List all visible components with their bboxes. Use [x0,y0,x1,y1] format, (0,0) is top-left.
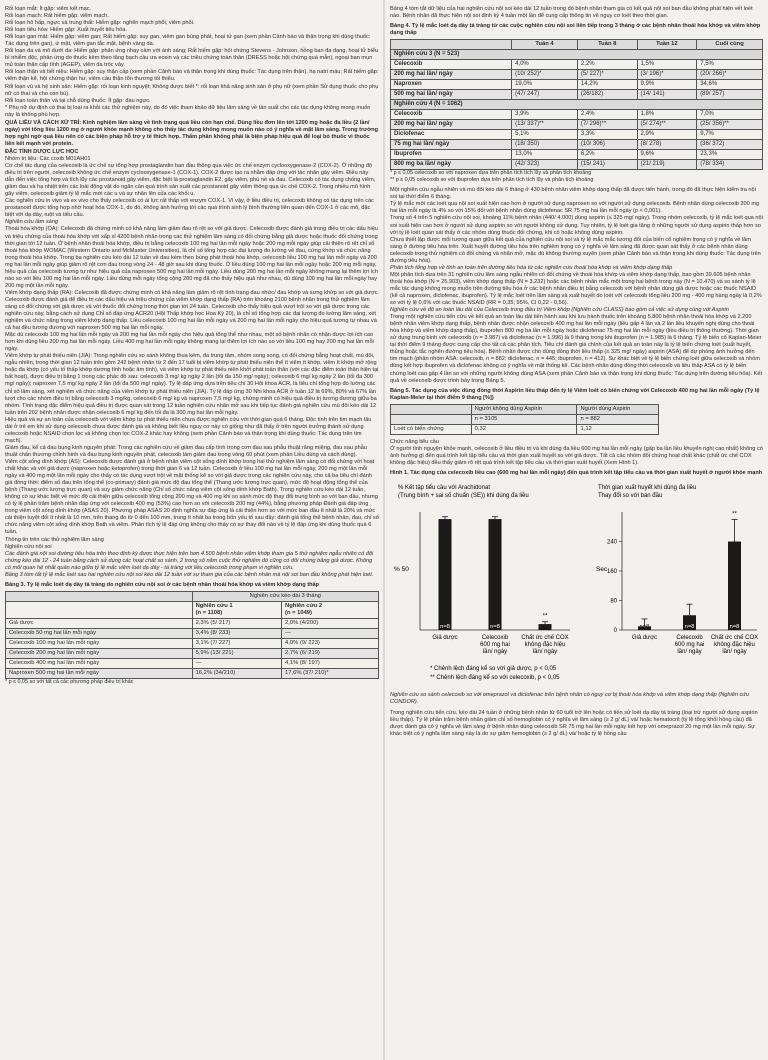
left-paragraph: Rối loạn gan mật: Hiếm gặp: viêm gan; Rất hiếm gặp: suy gan, viêm gan bùng phát, hoại tử gan (xem phần Cảnh báo và thận trọng khi dùng thuốc: Tác dụng trên gan), ứ mật, viêm gan tắc mật, bệnh vàng da. [5,34,371,48]
left-paragraph: Cơ chế tác dụng của celecoxib là ức chế sự tổng hợp prostaglandin ban đầu thông qua việc ức chế enzym cyclooxygenase-2 (COX-2). Ở những độ điều trị trên người, celecoxib không ức chế enzym cyclooxygenase-1 (COX-1). COX-2 được tạo ra nhằm đáp ứng với tác nhân gây viêm. Điều này dẫn đến việc tổng hợp và tích lũy các prostanoid gây viêm, đặc biệt là prostaglandin E2, gây viêm, phù nề và đau. Celecoxib có tác dụng chống viêm, giảm đau và hạ nhiệt trên các loài động vật do ngăn cản quá trình sản xuất các prostanoid gây viêm thông qua ức chế COX-2. Trong nhiều mô hình gây viêm, celecoxib giảm tỷ lệ mắc mới các u và sự nhân lên của các khối u. [5,163,376,198]
table4-cell: (47/ 247) [512,90,578,100]
table-row [391,140,763,150]
table3-label: Celecoxib 400 mg hai lần mỗi ngày [6,658,193,668]
table5-header [391,404,472,414]
chart2-n-label: n=8 [729,623,740,630]
table4-cell: (13/ 337)** [512,120,578,130]
chart2-n-label: n=8 [639,623,650,630]
table3-body [6,618,379,678]
table3-col2: Nghiên cứu 2 (n = 1049) [282,601,379,618]
table4-cell: 200 mg hai lần/ ngày [391,70,512,80]
table5-n-cell [391,414,472,424]
left-paragraph: Rối loạn toàn thân và tại chỗ dùng thuốc: Ít gặp: đau ngực. [5,97,151,104]
table4-footnotes [390,170,763,184]
right-paragraph: Trong số 4 trên 5 nghiên cứu nội soi, khoảng 11% bệnh nhân (440/ 4.000) dùng aspirin (≤ 325 mg/ ngày). Trong nhóm celecoxib, tỷ lệ mắc loét qua nội soi xuất hiện cao hơn ở người sử dụng aspirin so với người không sử dụng. Tuy nhiên, tỷ lệ loét gia tăng ở những người sử dụng aspirin thấp hơn so với tỷ lệ loét quan sát thấy ở các nhóm dùng thuốc đối chứng, khi có hoặc không dùng aspirin. [390,215,763,236]
table4-cell: 75 mg hai lần/ ngày [391,140,512,150]
figure-legend-2: ** Chênh lệch đáng kể so với celecoxib, p < 0,05 [430,674,560,681]
right-paragraph: Một phân tích dựa trên 31 nghiên cứu lâm sàng ngẫu nhiên có đối chứng về thoái hóa khớp và viêm khớp dạng thấp, bao gồm 39.605 bệnh nhân thoái hóa khớp (N = 25.903), viêm khớp dạng thấp (N = 3.232) hoặc các bệnh nhân mắc một trong hai bệnh trong này (N = 10.470) và so sánh tỷ lệ mắc tác dụng không mong muốn trên đường tiêu hóa ở các bệnh nhân điều trị bằng celecoxib với bệnh nhân dùng giả dược hoặc các thuốc NSAID (kể cả naproxen, diclofenac, ibuprofen). Tỷ lệ mắc loét trên lâm sàng và xuất huyết do loét với celecoxib tổng liều 200 mg - 400 mg hàng ngày là 0,2% so với tỷ lệ 0,6% với các thuốc NSAID (RR = 0,35; 95%, CI 0,22 - 0,56). [390,271,762,307]
right-column [390,6,763,738]
chart2-category-label: Celecoxib [676,634,703,641]
table3-value: 4,1% (8/ 197) [282,658,379,668]
table5-n-row [391,414,659,424]
table4-cell: (25/ 356)** [697,120,763,130]
right-paragraph: Chưa thiết lập được mối tương quan giữa kết quả của nghiên cứu nội soi và tỷ lệ mắc mắc tương đối của biến cố nghiêm trọng có ý nghĩa về lâm sàng ở đường tiêu hóa trên. Xuất huyết đường tiêu hóa trên nghiêm trọng có ý nghĩa về lâm sàng đã được quan sát thấy ở các bệnh nhân dùng celecoxib trong thử nghiệm có đối chứng và nhãn mở, mặc dù không thường xuyên (xem phần Cảnh báo và thận trọng khi dùng thuốc: Tác dụng trên đường tiêu hóa). [390,236,761,264]
table-row [391,110,763,120]
table4-header [391,40,512,50]
table4-cell: (89/ 257) [697,90,763,100]
table4-group-row [391,50,763,60]
table4 [390,39,763,170]
table4-cell: (8/ 278) [637,140,697,150]
chart1-n-label: n=8 [540,623,550,630]
chart1-bar [489,519,502,630]
chart1-y-label: % 50 [394,565,409,573]
table4-cell: Naproxen [391,80,512,90]
table3-label: Giả dược [6,618,193,628]
chart1-bar [439,519,452,630]
table4-cell: (21/ 219) [637,160,697,170]
figure1-caption: Hình 1. Tác dụng của celecoxib liều cao (600 mg hai lần mỗi ngày) đến quá trình kết tập tiểu cầu và thời gian xuất huyết ở người khỏe mạnh [390,469,763,476]
chart1-category-label: không đặc hiệu [524,641,566,648]
table5-n-cell: n = 882 [577,414,658,424]
chart1-category-label: lần/ ngày [532,648,558,655]
table4-cell: 200 mg hai lần/ ngày [391,120,512,130]
table4-cell: 34,6% [697,80,763,90]
chart1-n-label: n=8 [440,623,450,630]
table3-value: 2,0% (4/200) [282,618,379,628]
table4-cell: (18/ 350) [512,140,578,150]
table4-cell: Celecoxib [391,60,512,70]
table4-group-title: Nghiên cứu 4 (N = 1062) [391,100,763,110]
table4-header-row [391,40,763,50]
table3-value: — [282,628,379,638]
table-row [6,618,379,628]
table3-value: 17,6% (37/ 210)* [282,668,379,678]
left-paragraph: Thoái hóa khớp (OA): Celecoxib đã chứng minh có khả năng làm giảm đau rõ rệt so với giả dược. Celecoxib được đánh giá trong điều trị các dấu hiệu và triệu chứng của thoái hóa khớp với xấp xỉ 4200 bệnh nhân trong các thử nghiệm lâm sàng có đối chứng bằng giả dược hoặc thuốc đối chứng trong thời gian tới 12 tuần. Ở bệnh nhân thoái hóa khớp, điều trị bằng celecoxib 100 mg hai lần mỗi ngày hoặc 200 mg mỗi ngày giúp cải thiện rõ rệt chỉ số thoái hóa khớp WOMAC (Western Ontario and McMaster Universities), là chỉ số tổng hợp các đại lượng đo lường về đau, cứng khớp và chức năng trong thoái hóa khớp. Trong ba nghiên cứu kéo dài 12 tuần về đau kèm theo bùng phát thoái hóa khớp, celecoxib liều 100 mg hai lần mỗi ngày và 200 mg hai lần mỗi ngày giúp giảm rõ rệt cơn đau trong vòng 24 - 48 giờ sau khi dùng thuốc. Ở liều dùng 100 mg hai lần mỗi ngày hoặc 200 mg mỗi ngày, hiệu quả của celecoxib tương tự như hiệu quả của naproxen 500 mg hai lần mỗi ngày. Liều dùng 200 mg hai lần mỗi ngày không mang lại thêm lợi ích nào so với liều 100 mg hai lần mỗi ngày. Liều dùng mỗi ngày tổng cộng 200 mg đã cho thấy hiệu quả như nhau, dù dùng 100 mg hai lần mỗi ngày hay 200 mg một lần mỗi ngày. [5,226,378,289]
table4-cell: 13,0% [512,150,578,160]
table5-header-row [391,404,659,414]
right-paragraph: Phân tích tổng hợp về tính an toàn trên đường tiêu hóa từ các nghiên cứu thoái hóa khớp và viêm khớp dạng thấp [390,264,673,271]
left-paragraph: Giảm đau, kể cả đau bụng kinh nguyên phát: Trong các nghiên cứu về giảm đau cấp tính trong cơn đau sau phẫu thuật răng miệng, đau sau phẫu thuật chấn thương chỉnh hình và đau bụng kinh nguyên phát, celecoxib làm giảm đau trong vòng 60 phút (xem phần Liều dùng và cách dùng). [5,444,367,458]
table-row [391,60,763,70]
table5-cell: 0,32 [471,424,577,434]
right-intro: Bảng 4 tóm tắt dữ liệu của hai nghiên cứu nội soi kéo dài 12 tuần trong đó bệnh nhân tham gia có kết quả nội soi ban đầu không phát hiện vết loét nào. Bệnh nhân đã thực hiện nội soi định kỳ 4 tuần một lần để cung cấp thông tin về nguy cơ loét theo thời gian. [390,6,753,20]
table4-cell: 7,0% [697,110,763,120]
table4-footnote: ** p ≤ 0,05 celecoxib so với ibuprofen dựa trên phân tích tích lũy và phân tích khoảng [390,177,594,184]
table3-value: 2,7% (6/ 219) [282,648,379,658]
chart1-category-label: lần/ ngày [482,648,508,655]
left-paragraph: * Phụ nữ dự định có thai bị loại ra khỏi các thử nghiệm này, do đó việc tham khảo dữ liệu lâm sàng về tần suất cho các tác dụng không mong muốn này là không phù hợp. [5,104,371,118]
table4-cell: 7,5% [697,60,763,70]
table5-cell: Loét có biến chứng [391,424,472,434]
left-paragraph: Rối loạn thận và tiết niệu: Hiếm gặp: suy thận cấp (xem phần Cảnh báo và thận trọng khi dùng thuốc: Tác dụng trên thận), hạ natri máu; Rất hiếm gặp: viêm thận kẽ, hội chứng thận hư, viêm cầu thận tổn thương tối thiểu. [5,69,379,83]
table4-cell: (26/182) [577,90,637,100]
table4-caption: Bảng 4. Tỷ lệ mắc loét dạ dày tá tràng từ các cuộc nghiên cứu nội soi liên tiếp trong 3 tháng ở các bệnh nhân thoái hóa khớp và viêm khớp dạng thấp [390,23,761,37]
table3-label: Naproxen 500 mg hai lần mỗi ngày [6,668,193,678]
table5-n-cell: n = 3105 [471,414,577,424]
chart1-category-label: Celecoxib [481,634,509,641]
table4-cell: 6,2% [577,150,637,160]
left-paragraph: Các nghiên cứu in vivo và ex vivo cho thấy celecoxib có ái lực rất thấp với enzym COX-1. Vì vậy, ở liều điều trị, celecoxib không có tác dụng trên các prostanoid được tổng hợp nhờ hoạt hóa COX-1, do đó, không ảnh hưởng tới các quá trình sinh lý bình thường liên quan đến COX-1 ở các mô, đặc biệt với dạ dày, ruột và tiểu cầu. [5,198,374,219]
table-row [391,160,763,170]
chart2-category-label: lần/ ngày [722,648,747,655]
table4-cell: 9,7% [697,130,763,140]
table-row [6,648,379,658]
table4-cell: (14/ 141) [637,90,697,100]
table5-caption: Bảng 5. Tác dụng của việc dùng đồng thời Aspirin liều thấp đến tỷ lệ Viêm loét có biến chứng với Celecoxib 400 mg hai lần mỗi ngày (Tỷ lệ Kaplan-Meier tại thời điểm 9 tháng [%]) [390,387,760,401]
table-row [391,80,763,90]
table5 [390,404,659,435]
table-row [391,70,763,80]
table4-cell: 4,0% [512,60,578,70]
chart2-title-line1: Thời gian xuất huyết khi dùng đa liều [598,484,697,491]
chart2-category-label: Giả dược [631,634,658,641]
table3-col1: Nghiên cứu 1 (n = 1108) [192,601,281,618]
chart1-significance-label: ** [542,613,548,620]
table4-body [391,50,763,170]
table3-group-header: Nghiên cứu kéo dài 3 tháng [192,591,378,601]
table3-value: 4,0% (9/ 223) [282,638,379,648]
table4-cell: 800 mg ba lần/ ngày [391,160,512,170]
table4-footnote: * p ≤ 0,05 celecoxib so với naproxen dựa trên phân tích tích lũy và phân tích khoảng [390,170,592,177]
table5-header: Người không dùng Aspirin [471,404,577,414]
table4-header: Cuối cùng [697,40,763,50]
table4-cell: (7/ 296)** [577,120,637,130]
table-row [391,120,763,130]
table3-blank [6,601,193,618]
left-paragraph: Rối loạn da và mô dưới da: Hiếm gặp: phản ứng nhạy cảm với ánh sáng; Rất hiếm gặp: hội chứng Stevens - Johnson, hồng ban đa dạng, hoại tử biểu bì nhiễm độc, phản ứng do thuốc kèm theo tăng bạch cầu ưa eosin và các triệu chứng toàn thân (DRESS hoặc hội chứng quá mẫn), ngoại ban mụn mủ toàn thân cấp tính (AGEP), viêm da tróc vảy. [5,48,379,69]
table4-group-title: Nghiên cứu 3 (N = 523) [391,50,763,60]
left-paragraph: Thông tin trên các thử nghiệm lâm sàng [5,536,104,543]
right-body-text [390,187,763,384]
table-row [6,628,379,638]
table4-cell: (5/ 227)* [577,70,637,80]
table3-label: Celecoxib 100 mg hai lần mỗi ngày [6,638,193,648]
left-paragraph: Bảng 3 tóm tắt tỷ lệ mắc loét sau hai nghiên cứu nội soi kéo dài 12 tuần với sự tham gia của các bệnh nhân mà nội soi ban đầu không phát hiện loét. [5,571,374,578]
table3-label: Celecoxib 50 mg hai lần mỗi ngày [6,628,193,638]
right-paragraph: Ở người tình nguyện khỏe mạnh, celecoxib ở liều điều trị và khi dùng đa liều 600 mg hai lần mỗi ngày (gấp ba lần liều khuyến nghị cao nhất) không có ảnh hưởng gì đến quá trình kết tập tiểu cầu và thời gian xuất huyết so với giả dược. Tất cả các nhóm đối chứng hoạt chất khác (chất ức chế COX không đặc hiệu) đều thấy giảm rõ rệt quá trình kết tập tiểu cầu và thời gian xuất huyết (Xem Hình 1). [390,445,763,466]
table3-label: Celecoxib 200 mg hai lần mỗi ngày [6,648,193,658]
left-paragraph: Mặc dù celecoxib 100 mg hai lần mỗi ngày và 200 mg hai lần mỗi ngày cho hiệu quả tổng thể như nhau, một số bệnh nhân có nhận được lợi ích cao hơn khi dùng liều 200 mg hai lần mỗi ngày. Liều 400 mg hai lần mỗi ngày không mang lại thêm lợi ích nào so với liều 100 mg hay 200 mg hai lần mỗi ngày. [5,332,374,353]
table4-header: Tuần 4 [512,40,578,50]
table5-cell: 1,12 [577,424,658,434]
table4-cell: 3,3% [577,130,637,140]
chart2-y-tick-label: 0 [613,627,617,634]
left-paragraph: Nhóm trị liệu: Các coxib M01AH01 [5,155,91,162]
chart1-title-line2: (Trung bình + sai số chuẩn (SE)) khi dùng đa liều [398,492,529,499]
chart2-y-label: Sec [596,565,608,573]
left-paragraph: Viêm khớp tự phát thiếu niên (JIA): Trong nghiên cứu so sánh không thua kém, đa trung tâm, nhóm song song, có đối chứng bằng hoạt chất, mù đôi, ngẫu nhiên, trong thời gian 12 tuần trên gồm 242 bệnh nhân từ 2 đến 17 tuổi bị viêm khớp tự phát thiếu niên thể ít viêm ít khớp, viêm ít khớp mở rộng hoặc đa khớp (có yếu tố thấp khớp dương tính hoặc âm tính), và viêm khớp tự phát thiếu niên khởi phát toàn thân (với các đặc điểm toàn thân hiện tại bất hoạt), được điều trị bằng 1 trong các phác đồ sau: celecoxib 3 mg/ kg ngày 2 lần (tối đa 150 mg/ ngày); celecoxib 6 mg/ kg ngày 2 lần (tối đa 300 mg/ ngày); naproxen 7,5 mg/ kg ngày 2 lần (tối đa 500 mg/ ngày). Tỷ lệ đáp ứng dựa trên tiêu chí 30 Hội khoa ACR, là tiêu chí tổng hợp đo lường các chỉ số lâm sàng, xét nghiệm và chức năng của viêm khớp tự phát thiếu niên (JIA). Tỷ lệ đáp ứng 30 Nhi khoa ACR ở tuần 12 là 69%, 80% và 67% lần lượt cho các nhóm điều trị bằng celecoxib 3 mg/kg, celecoxib 6 mg/ kg và naproxen 7,5 mg/ kg, chứng minh có hiệu quả điều trị tương đương giữa ba nhóm. Tình trạng đặc điểm hiệu quả điều trị được quan sát trong 12 tuần nghiên cứu nhãn mở sau khi tiếp tục đánh giá nghiên cứu mù đôi kéo dài 12 tuần trên 202 bệnh nhân được nhận celecoxib 6 mg/ kg đến tối đa là 300 mg hai lần mỗi ngày. [5,353,379,416]
chart2-category-label: không đặc hiệu [714,641,755,648]
left-paragraph: Rối loạn tiêu hóa: Hiếm gặp: Xuất huyết tiêu hóa. [5,27,127,34]
table3-value: 3,4% (8/ 233) [192,628,281,638]
figure1 [390,480,763,690]
table5-header: Người dùng Aspirin [577,404,658,414]
chart2-bar [728,541,741,630]
table5-body [391,424,659,434]
page-fold [383,0,385,1060]
left-paragraph: Nghiên cứu lâm sàng [5,219,58,226]
table3-caption: Bảng 3. Tỷ lệ mắc loét dạ dày tá tràng do nghiên cứu nội soi ở các bệnh nhân thoái hóa khớp và viêm khớp dạng thấp [5,581,320,588]
left-body-text [5,6,379,579]
table3-value: 3,1% (7/ 227) [192,638,281,648]
right-paragraph: Nghiên cứu về độ an toàn lâu dài của Celecoxib trong điều trị Viêm khớp (Nghiên cứu CLASS) bao gồm cả việc sử dụng cùng với Aspirin [390,307,729,314]
right-paragraph: Tỷ lệ mắc mới các loét qua nội soi xuất hiện cao hơn ở người sử dụng naproxen so với người sử dụng celecoxib. Bệnh nhân dùng celecoxib 200 mg hai lần mỗi ngày là 4% so với 15% đối với bệnh nhân dùng diclofenac SR 75 mg hai lần mỗi ngày (p < 0,001). [390,201,760,215]
closing-paragraph: Trong nghiên cứu tiến cứu, kéo dài 24 tuần ở những bệnh nhân từ 60 tuổi trở lên hoặc có tiền sử loét dạ dày tá tràng (loại trừ người sử dụng aspirin liều thấp). Tỷ lệ phần trăm bệnh nhân giảm chỉ số hemoglobin có ý nghĩa về lâm sàng (≥ 2 g/ dL) và/ hoặc hematocrit (tỷ lệ tổng khối hồng cầu) đã được đánh giá có ý nghĩa về lâm sàng ở bệnh nhân dùng celecoxib SR 75 mg hai lần mỗi ngày kết hợp với omeprazol 20 mg một lần mỗi ngày. Sự khác biệt có ý nghĩa lâm sàng này là do sự giảm hemoglobin (≥ 2 g/ dL) và/ hoặc tỷ lệ hồng cầu [390,710,758,738]
table4-cell: 5,1% [512,130,578,140]
table4-cell: 14,2% [577,80,637,90]
table4-cell: (3/ 196)* [637,70,697,80]
table4-cell: Diclofenac [391,130,512,140]
table4-cell: 1,8% [637,110,697,120]
table4-group-row [391,100,763,110]
table4-cell: (15/ 241) [577,160,637,170]
table4-cell: (10/ 252)* [512,70,578,80]
table4-cell: 23,3% [697,150,763,160]
table4-cell: 500 mg hai lần/ ngày [391,90,512,100]
chart1-category-label: 600 mg hai [480,641,510,648]
chart2-n-label: n=8 [684,623,695,630]
left-paragraph: Rối loạn mạch: Rất hiếm gặp: viêm mạch. [5,13,109,20]
table4-header: Tuần 8 [577,40,637,50]
table4-cell: 2,2% [577,60,637,70]
chart1-category-label: Chất ức chế COX [521,634,569,641]
table4-cell: 3,9% [512,110,578,120]
chart2-category-label: 600 mg hai [674,641,705,648]
right-paragraph: Trong một nghiên cứu tiến cứu về kết quả an toàn lâu dài tiến hành sau khi lưu hành thuốc trên khoảng 5.800 bệnh nhân thoái hóa khớp và 2.200 bệnh nhân viêm khớp dạng thấp, bệnh nhân được nhận celecoxib 400 mg hai lần mỗi ngày (liều gấp 4 lần và 2 lần liều khuyến nghị dùng cho thoái hóa khớp và viêm khớp dạng thấp), ibuprofen 800 mg ba lần mỗi ngày hoặc diclofenac 75 mg hai lần mỗi ngày (liều điều trị thông thường). Thời gian sử dụng trung bình với celecoxib (n = 3.987) và diclofenac (n = 1.996) là 9 tháng trong khi ibuprofen (n = 1.985) là 6 tháng. Tỷ lệ biến cố Kaplan-Meier tại thời điểm 9 tháng được cung cấp cho tất cả các phân tích. Tiêu chí đánh giá chính của kết quả an toàn này là tỷ lệ biến chứng loét (xuất huyết, thủng hoặc tắc nghẽn đường tiêu hóa). Bệnh nhân được cho dùng đồng thời liều thấp (≤ 325 mg/ ngày) aspirin (ASA) để dự phòng ảnh hưởng đến tim mạch (phân nhóm ASA: celecoxib, n = 882; diclofenac, n = 445; ibuprofen, n = 412). Sự khác biệt về tỷ lệ biến chứng loét giữa celecoxib và nhóm dùng kết hợp ibuprofen và diclofenac không có ý nghĩa về mặt thống kê. Các bệnh nhân dùng đồng thời celecoxib và liều thấp ASA có tỷ lệ biến chứng loét cao gấp 4 lần so với những người không dùng ASA (xem phần Cảnh báo và thận trọng khi dùng thuốc: Tác dụng trên đường tiêu hóa). Kết quả về celecoxib được trình bày trong Bảng 5. [390,314,763,384]
chart2-title-line2: Thay đổi so với ban đầu [598,492,663,499]
table3-value: 5,9% (13/ 221) [192,648,281,658]
left-paragraph: Hiệu quả và sự an toàn của celecoxib với viêm khớp tự phát thiếu niên chưa được nghiên cứu với thời gian quá 6 tháng. Độc tính trên tim mạch lâu dài ở trẻ em khi sử dụng celecoxib chưa được đánh giá và không biết liệu nguy cơ này có giống như đã thấy ở trên người trưởng thành sử dụng celecoxib hoặc NSAID chọn lọc và không chọn lọc COX-2 khác hay không (xem phần Cảnh báo và thận trọng khi dùng thuốc: Tác dụng trên tim mạch). [5,416,372,444]
platelet-heading: Chức năng tiểu cầu [390,438,439,445]
table-row [6,668,379,678]
table3-value: 2,3% (5/ 217) [192,618,281,628]
figure-legend-1: * Chênh lệch đáng kể so với giả dược, p < 0,05 [430,665,557,672]
chart2-category-label: lần/ ngày [677,648,702,655]
chart2-y-tick-label: 240 [606,539,617,546]
left-column [5,6,379,686]
table4-cell: Ibuprofen [391,150,512,160]
chart2-y-tick-label: 160 [606,568,617,575]
chart1-title-line1: % Kết tập tiểu cầu với Arachidonat [398,484,490,491]
chart1-category-label: Giả dược [432,634,458,641]
figure1-source: Nghiên cứu so sánh celecoxib so với omeprazol và diclofenac trên bệnh nhân có nguy cơ bị thoái hóa khớp và viêm khớp dạng thấp (Nghiên cứu CONDOR). [390,691,749,705]
table3-value: 16,2% (34/210) [192,668,281,678]
table4-cell: 9,9% [637,80,697,90]
table3-corner [6,591,193,601]
left-paragraph: Rối loạn vú và hệ sinh sản: Hiếm gặp: rối loạn kinh nguyệt; Không được biết *: rối loạn khả năng sinh sản ở phụ nữ (xem phần Sử dụng thuốc cho phụ nữ có thai và cho con bú). [5,83,379,97]
table4-header: Tuần 12 [637,40,697,50]
table-row [391,150,763,160]
table-row [391,130,763,140]
left-paragraph: Viêm cột sống dính khớp (AS): Celecoxib được đánh giá ở bệnh nhân viêm cột sống dính khớp trong hai thử nghiệm lâm sàng có đối chứng với hoạt chất khác và với giả dược (naproxen hoặc ketoprofen) trong thời gian 6 và 12 tuần. Celecoxib ở liều 100 mg hai lần mỗi ngày, 200 mg một lần mỗi ngày và 400 mg một lần mỗi ngày cho thấy có tác dụng vượt trội về mặt thống kê so với giả dược trong các nghiên cứu này, cho cả ba tiêu chí đánh giá đồng thời: điểm số đau trên tổng thể (co-primary) đánh giá mức độ đau tổng thể (Thang ước lượng trực quan), mức độ hoạt động tổng thể của bệnh (Thang ước lượng trực quan) và suy giảm chức năng (Chỉ số chức năng viêm cột sống dính khớp Bath). Trong nghiên cứu kéo dài 12 tuần, không có sự khác biệt về mức độ cải thiện giữa celecoxib tổng cộng 200 mg và 400 mg khi so sánh mức độ thay đổi trung bình so với ban đầu, nhưng có tỷ lệ phần trăm bệnh nhân đáp ứng với celecoxib 400 mg (53%) cao hơn so với celecoxib 200 mg (44%), bằng phương pháp Đánh giá đáp ứng trong viêm cột sống dính khớp (ASAS 20). Phương pháp ASAS 20 định nghĩa sự đáp ứng là cải thiện hơn so với mức ban đầu ít nhất là 20% và mức cải thiện tuyệt đối ít nhất là 10 mm, trên thang đo từ 0 đến 100 mm, trong ít nhất ba trong bốn yếu tố sau đây: đánh giá tổng thể bệnh nhân, đau, chỉ số chức năng viêm cột sống dính khớp Bath và viêm. Phân tích tỷ lệ đáp ứng không cho thấy có sự thay đổi nào về tỷ lệ đáp ứng khi dùng thuốc quá 6 tuần. [5,459,379,536]
right-paragraph: Một nghiên cứu ngẫu nhiên và mù đôi kéo dài 6 tháng ở 430 bệnh nhân viêm khớp dạng thấp đã được tiến hành, trong đó đã thực hiện kiểm tra nội soi tại thời điểm 6 tháng. [390,187,756,201]
table4-cell: 9,6% [637,150,697,160]
table4-cell: (42/ 323) [512,160,578,170]
table4-cell: (78/ 334) [697,160,763,170]
chart1-n-label: n=8 [490,623,500,630]
table4-cell: 2,9% [637,130,697,140]
figure1-svg [390,480,763,690]
chart2-significance-label: ** [732,511,737,518]
table4-cell: (5/ 274)** [637,120,697,130]
left-paragraph: Nghiên cứu nội soi [5,543,52,550]
table4-cell: 2,4% [577,110,637,120]
table-row [391,90,763,100]
left-paragraph: QUÁ LIỀU VÀ CÁCH XỬ TRÍ: Kinh nghiệm lâm sàng về tình trạng quá liều còn hạn chế. Dùng liều đơn lên tới 1200 mg hoặc đa liều (2 lần/ ngày) với tổng liều 1200 mg ở người khỏe mạnh không cho thấy tác dụng không mong muốn nào có ý nghĩa về mặt lâm sàng. Trong trường hợp nghi ngờ quá liều nên có các biện pháp hỗ trợ y tế thích hợp. Thẩm phân không phải là biện pháp hiệu quả để loại bỏ thuốc vì thuốc liên kết mạnh với protein. [5,119,379,147]
table-row [391,424,659,434]
chart2-category-label: Chất ức chế COX [710,634,759,641]
table4-cell: 19,0% [512,80,578,90]
table4-cell: (36/ 372) [697,140,763,150]
table3-value: — [192,658,281,668]
table4-cell: (20/ 266)* [697,70,763,80]
table4-cell: Celecoxib [391,110,512,120]
table4-cell: (10/ 306) [577,140,637,150]
table3-footnote: * p ≤ 0,05 so với tất cả các phương pháp điều trị khác [5,678,134,685]
left-paragraph: Rối loạn mắt: Ít gặp: viêm kết mạc. [5,6,92,12]
table-row [6,658,379,668]
left-paragraph: Viêm khớp dạng thấp (RA): Celecoxib đã được chứng minh có khả năng làm giảm rõ rệt tình trạng đau nhức/ đau khớp và sưng khớp so với giả dược. Celecoxib được đánh giá để điều trị các dấu hiệu và triệu chứng của viêm khớp dạng thấp (RA) trên khoảng 2100 bệnh nhân trong thử nghiệm lâm sàng có đối chứng với giả dược và với thuốc đối chứng trong thời gian tới 24 tuần. Celecoxib cho thấy hiệu quả vượt trội so với giả dược trong các nghiên cứu này, bằng cách sử dụng Chỉ số đáp ứng ACR20 (Hội Thấp khớp học Hoa Kỳ 20), là chỉ số tổng hợp các đại lượng đo lường lâm sàng, xét nghiệm và chức năng trong viêm khớp dạng thấp. Liều celecoxib 100 mg hai lần mỗi ngày và 200 mg hai lần mỗi ngày cho hiệu quả tương tự nhau và cả hai đều tương đương với naproxen 500 mg hai lần mỗi ngày. [5,289,379,332]
left-paragraph: ĐẶC TÍNH DƯỢC LỰC HỌC [5,148,79,155]
left-paragraph: Rối loạn hô hấp, ngực và trung thất: Hiếm gặp: nghẽn mạch phổi, viêm phổi. [5,20,195,27]
table-row [6,638,379,648]
table4-cell: 1,5% [637,60,697,70]
left-paragraph: Các đánh giá nội soi đường tiêu hóa trên theo định kỳ được thực hiện trên hơn 4.500 bệnh nhân viêm khớp tham gia 5 thử nghiệm ngẫu nhiên có đối chứng kéo dài 12 - 24 tuần bằng cách sử dụng các hoạt chất so sánh, 2 trong số nằm cuộc thử nghiệm đó cũng có đối chứng bằng giả dược. Không có mối quan hệ nhất quán nào giữa tỷ lệ mắc viêm loét dạ dày - tá tràng với liều celecoxib trong phạm vi nghiên cứu. [5,550,374,571]
platelet-section [390,439,763,467]
chart2-y-tick-label: 80 [610,598,617,605]
table3 [5,591,379,679]
